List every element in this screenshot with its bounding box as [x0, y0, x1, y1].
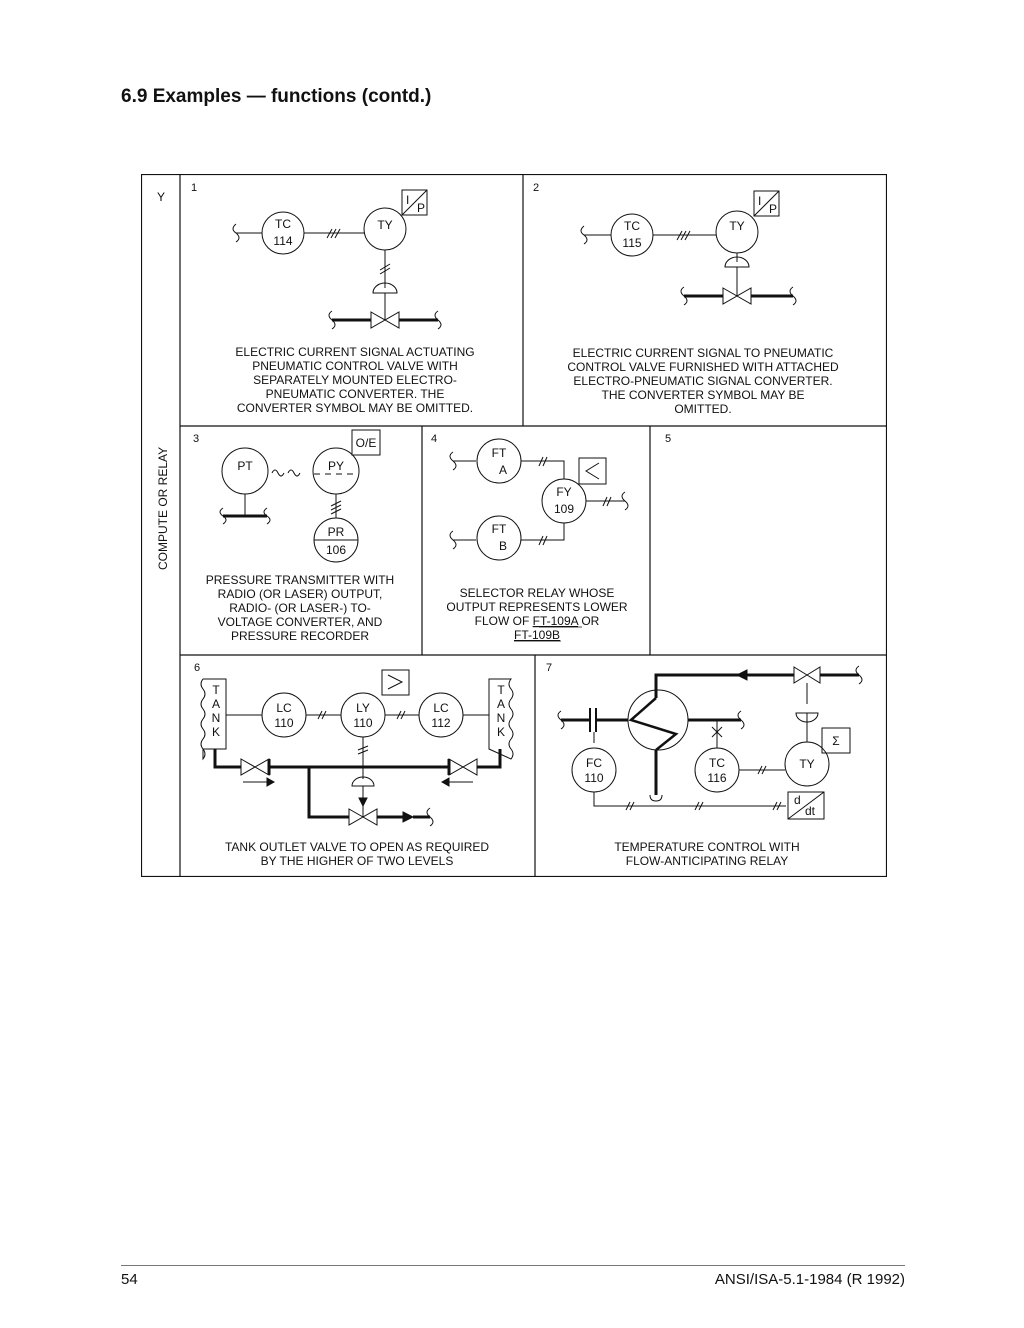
- cell-number: 7: [546, 662, 553, 674]
- cell-6: [194, 662, 513, 868]
- svg-text:THE CONVERTER SYMBOL MAY BE: THE CONVERTER SYMBOL MAY BE: [601, 388, 805, 402]
- ft-b-suffix: B: [498, 539, 508, 553]
- derivative-denominator: dt: [805, 804, 816, 818]
- converter-input: I: [406, 193, 410, 207]
- page-number: 54: [121, 1271, 138, 1288]
- svg-text:K: K: [211, 725, 221, 739]
- svg-text:T: T: [212, 683, 220, 697]
- high-select-icon: [388, 675, 402, 689]
- tc-number: 115: [622, 236, 642, 250]
- caption: [206, 573, 394, 643]
- pr-tag: PR: [327, 525, 345, 539]
- cell-5: [665, 433, 671, 445]
- footer-rule: [121, 1265, 905, 1266]
- svg-text:ELECTRIC CURRENT SIGNAL ACTUAT: ELECTRIC CURRENT SIGNAL ACTUATING: [235, 345, 475, 359]
- svg-text:OMITTED.: OMITTED.: [674, 402, 732, 416]
- page-title: 6.9 Examples — functions (contd.): [121, 86, 432, 107]
- standard-identifier: ANSI/ISA-5.1-1984 (R 1992): [714, 1271, 905, 1288]
- svg-text:TEMPERATURE CONTROL WITH: TEMPERATURE CONTROL WITH: [614, 840, 800, 854]
- tc-number: 114: [273, 234, 293, 248]
- cell-number: 6: [194, 662, 201, 674]
- ty-tag: TY: [729, 219, 745, 233]
- svg-text:ELECTRIC CURRENT SIGNAL TO PNE: ELECTRIC CURRENT SIGNAL TO PNEUMATIC: [572, 346, 834, 360]
- fy-number: 109: [553, 502, 575, 516]
- ft-b-tag: FT: [491, 522, 507, 536]
- cell-7: [546, 662, 862, 868]
- cell-number: 2: [533, 182, 540, 194]
- svg-text:FLOW-ANTICIPATING RELAY: FLOW-ANTICIPATING RELAY: [625, 854, 789, 868]
- svg-text:BY THE HIGHER OF TWO LEVELS: BY THE HIGHER OF TWO LEVELS: [260, 854, 454, 868]
- svg-text:PRESSURE RECORDER: PRESSURE RECORDER: [230, 629, 370, 643]
- caption: [614, 840, 799, 868]
- cell-number: 3: [193, 433, 200, 445]
- ly-number: 110: [353, 716, 373, 730]
- svg-text:A: A: [211, 697, 221, 711]
- electric-signal-marks: [327, 229, 340, 238]
- low-select-function-box: [579, 458, 606, 484]
- svg-text:PNEUMATIC CONTROL VALVE WITH: PNEUMATIC CONTROL VALVE WITH: [252, 359, 458, 373]
- derivative-numerator: d: [794, 793, 801, 807]
- svg-text:SELECTOR RELAY WHOSE: SELECTOR RELAY WHOSE: [459, 586, 615, 600]
- svg-text:N: N: [496, 711, 506, 725]
- function-label: O/E: [355, 436, 377, 450]
- cell-number: 4: [431, 433, 438, 445]
- svg-text:ELECTRO-PNEUMATIC SIGNAL CONVE: ELECTRO-PNEUMATIC SIGNAL CONVERTER.: [573, 374, 833, 388]
- svg-text:T: T: [497, 683, 505, 697]
- control-valve-icon: [794, 667, 820, 683]
- caption: [567, 346, 839, 416]
- cell-3: [193, 430, 394, 643]
- svg-text:RADIO- (OR LASER-) TO-: RADIO- (OR LASER-) TO-: [229, 601, 371, 615]
- cell-2: [533, 182, 839, 416]
- svg-text:OUTPUT REPRESENTS LOWER: OUTPUT REPRESENTS LOWER: [446, 600, 628, 614]
- lc-110-number: 110: [274, 716, 294, 730]
- summing-symbol: Σ: [832, 734, 840, 748]
- svg-text:PRESSURE TRANSMITTER WITH: PRESSURE TRANSMITTER WITH: [205, 573, 395, 587]
- converter-input: I: [758, 194, 762, 208]
- pr-number: 106: [325, 543, 347, 557]
- process-piping: [215, 749, 500, 817]
- low-select-icon: [586, 463, 599, 479]
- cell-number: 1: [191, 182, 198, 194]
- fy-tag: FY: [556, 485, 572, 499]
- heat-exchanger: [628, 690, 688, 750]
- svg-text:A: A: [496, 697, 506, 711]
- svg-text:TANK OUTLET VALVE TO OPEN AS R: TANK OUTLET VALVE TO OPEN AS REQUIRED: [224, 840, 490, 854]
- high-select-function-box: [382, 670, 409, 695]
- cell-1: [191, 182, 475, 415]
- check-valve-icon: [449, 759, 477, 775]
- converter-output: P: [769, 202, 778, 216]
- tc-number: 116: [707, 771, 727, 785]
- svg-text:CONVERTER SYMBOL MAY BE OMITTE: CONVERTER SYMBOL MAY BE OMITTED.: [236, 401, 474, 415]
- caption: [446, 586, 627, 642]
- svg-text:N: N: [211, 711, 221, 725]
- drain-symbol: [650, 795, 662, 801]
- svg-text:VOLTAGE CONVERTER, AND: VOLTAGE CONVERTER, AND: [217, 615, 383, 629]
- side-label: COMPUTE OR RELAY: [156, 446, 170, 570]
- converter-output: P: [417, 201, 426, 215]
- electric-signal-marks: [677, 231, 690, 240]
- lc-112-instrument-bubble: [419, 693, 463, 737]
- check-valve-icon: [241, 759, 269, 775]
- svg-text:FT-109B: FT-109B: [513, 628, 561, 642]
- tc-tag: TC: [709, 756, 725, 770]
- table-letter: Y: [157, 190, 166, 204]
- lc-110-tag: LC: [276, 701, 292, 715]
- right-tank-label: [497, 683, 506, 739]
- flow-arrow-icon: [243, 778, 473, 786]
- lc-112-tag: LC: [433, 701, 449, 715]
- fc-number: 110: [584, 771, 604, 785]
- left-tank-label: [212, 683, 221, 739]
- svg-text:FLOW OF FT-109A OR: FLOW OF FT-109A OR: [474, 614, 600, 628]
- ft-a-tag: FT: [491, 446, 507, 460]
- svg-text:CONTROL VALVE FURNISHED WITH A: CONTROL VALVE FURNISHED WITH ATTACHED: [567, 360, 839, 374]
- ly-tag: LY: [356, 701, 370, 715]
- ty-tag: TY: [799, 757, 815, 771]
- svg-text:RADIO (OR LASER) OUTPUT,: RADIO (OR LASER) OUTPUT,: [217, 587, 383, 601]
- table-grid: [142, 174, 888, 877]
- flow-arrow-icon: [403, 812, 413, 822]
- py-tag: PY: [327, 459, 345, 473]
- flow-arrow-icon: [737, 670, 747, 680]
- tc-tag: TC: [275, 217, 291, 231]
- lc-112-number: 112: [431, 716, 451, 730]
- lc-110-instrument-bubble: [262, 693, 306, 737]
- diagram-canvas: [141, 174, 887, 877]
- cell-number: 5: [665, 433, 672, 445]
- svg-text:K: K: [496, 725, 506, 739]
- process-line: [656, 675, 794, 698]
- pt-tag: PT: [237, 459, 253, 473]
- functions-example-table: [141, 174, 887, 877]
- tc-instrument-bubble: [695, 748, 739, 792]
- tc-tag: TC: [624, 219, 640, 233]
- flow-arrow-icon: [359, 798, 367, 806]
- ly-instrument-bubble: [341, 693, 385, 737]
- ft-a-suffix: A: [498, 463, 508, 477]
- caption: [225, 840, 489, 868]
- fc-instrument-bubble: [572, 748, 616, 792]
- electric-signal-marks: [331, 501, 341, 514]
- fc-tag: FC: [586, 756, 602, 770]
- svg-text:SEPARATELY MOUNTED ELECTRO-: SEPARATELY MOUNTED ELECTRO-: [253, 373, 457, 387]
- cell-4: [431, 433, 628, 642]
- caption: [235, 345, 474, 415]
- radio-signal-marks: [272, 470, 300, 476]
- svg-text:PNEUMATIC CONVERTER. THE: PNEUMATIC CONVERTER. THE: [265, 387, 445, 401]
- ty-tag: TY: [377, 218, 393, 232]
